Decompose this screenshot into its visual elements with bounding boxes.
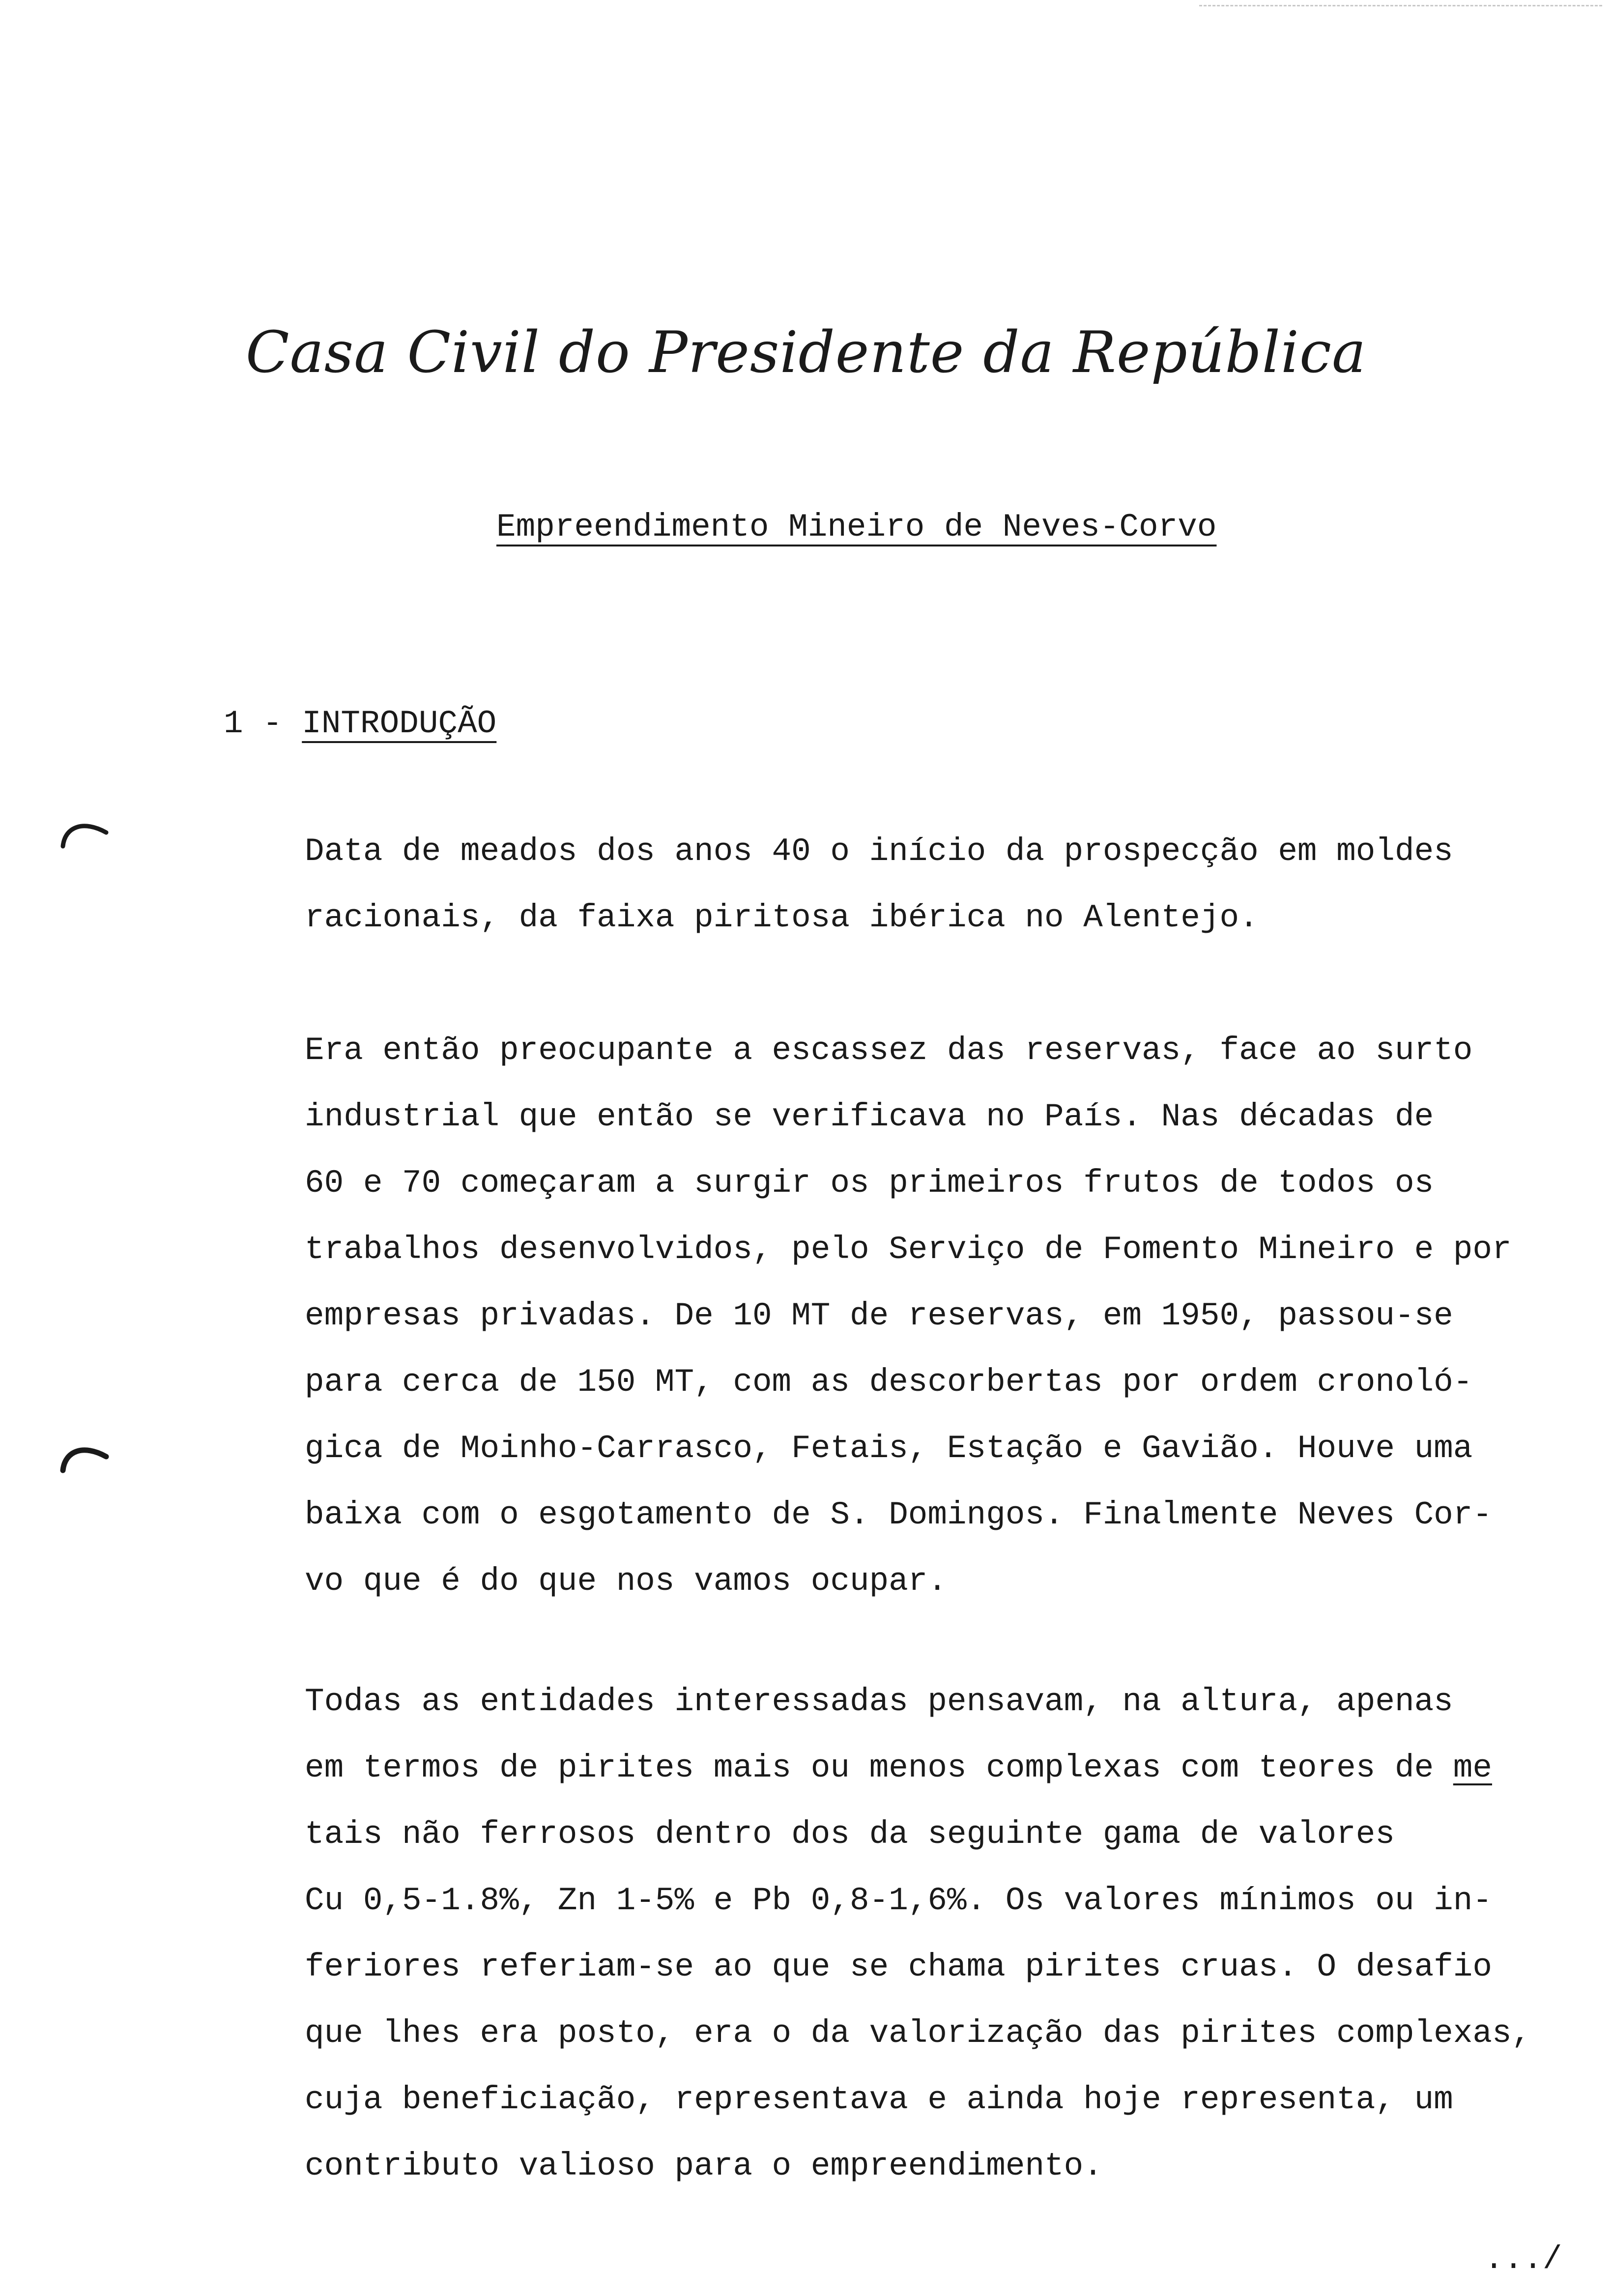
section-label: INTRODUÇÃO [302,705,497,742]
text-line: baixa com o esgotamento de S. Domingos. Finalmente Neves Cor- [305,1496,1492,1533]
letterhead: Casa Civil do Presidente da República [245,319,1367,386]
text-line: racionais, da faixa piritosa ibérica no Alentejo. [305,899,1259,936]
text-line: vo que é do que nos vamos ocupar. [305,1563,948,1600]
text-line: gica de Moinho-Carrasco, Fetais, Estação e Gavião. Houve uma [305,1430,1473,1467]
section-heading [224,705,496,742]
paragraph-2 [305,1017,1512,1614]
page-continuation-mark: .../ [1484,2241,1562,2278]
text-line: Todas as entidades interessadas pensavam, na altura, apenas [305,1683,1453,1720]
text-line: que lhes era posto, era o da valorização das pirites complexas, [305,2015,1531,2052]
text-line: trabalhos desenvolvidos, pelo Serviço de Fomento Mineiro e por [305,1231,1512,1268]
text-line: para cerca de 150 MT, com as descorbertas por ordem cronoló- [305,1364,1473,1401]
text-line: industrial que então se verificava no País. Nas décadas de [305,1098,1434,1135]
margin-hole-mark-icon [59,816,113,850]
text-line [305,1735,1531,1801]
underlined-fragment: me [1453,1750,1492,1786]
paragraph-3 [305,1668,1531,2199]
text-line: cuja beneficiação, representava e ainda hoje representa, um [305,2081,1453,2118]
text-line: Data de meados dos anos 40 o início da prospecção em moldes [305,833,1453,870]
text-line: contributo valioso para o empreendimento. [305,2148,1103,2184]
text-line: Era então preocupante a escassez das reservas, face ao surto [305,1032,1473,1069]
document-title: Empreendimento Mineiro de Neves-Corvo [496,509,1217,545]
paragraph-1 [305,818,1453,951]
text-line: feriores referiam-se ao que se chama pirites cruas. O desafio [305,1949,1492,1985]
text-line: tais não ferrosos dentro dos da seguinte gama de valores [305,1816,1395,1853]
scan-artifact-line [1199,5,1602,6]
text-line-main: em termos de pirites mais ou menos complexas com teores de [305,1750,1453,1786]
section-dash: - [262,705,283,742]
section-number: 1 [224,705,243,742]
text-line: empresas privadas. De 10 MT de reservas, em 1950, passou-se [305,1297,1453,1334]
text-line: Cu 0,5-1.8%, Zn 1-5% e Pb 0,8-1,6%. Os valores mínimos ou in- [305,1882,1492,1919]
text-line: 60 e 70 começaram a surgir os primeiros frutos de todos os [305,1165,1434,1202]
margin-hole-mark-icon [59,1440,113,1474]
